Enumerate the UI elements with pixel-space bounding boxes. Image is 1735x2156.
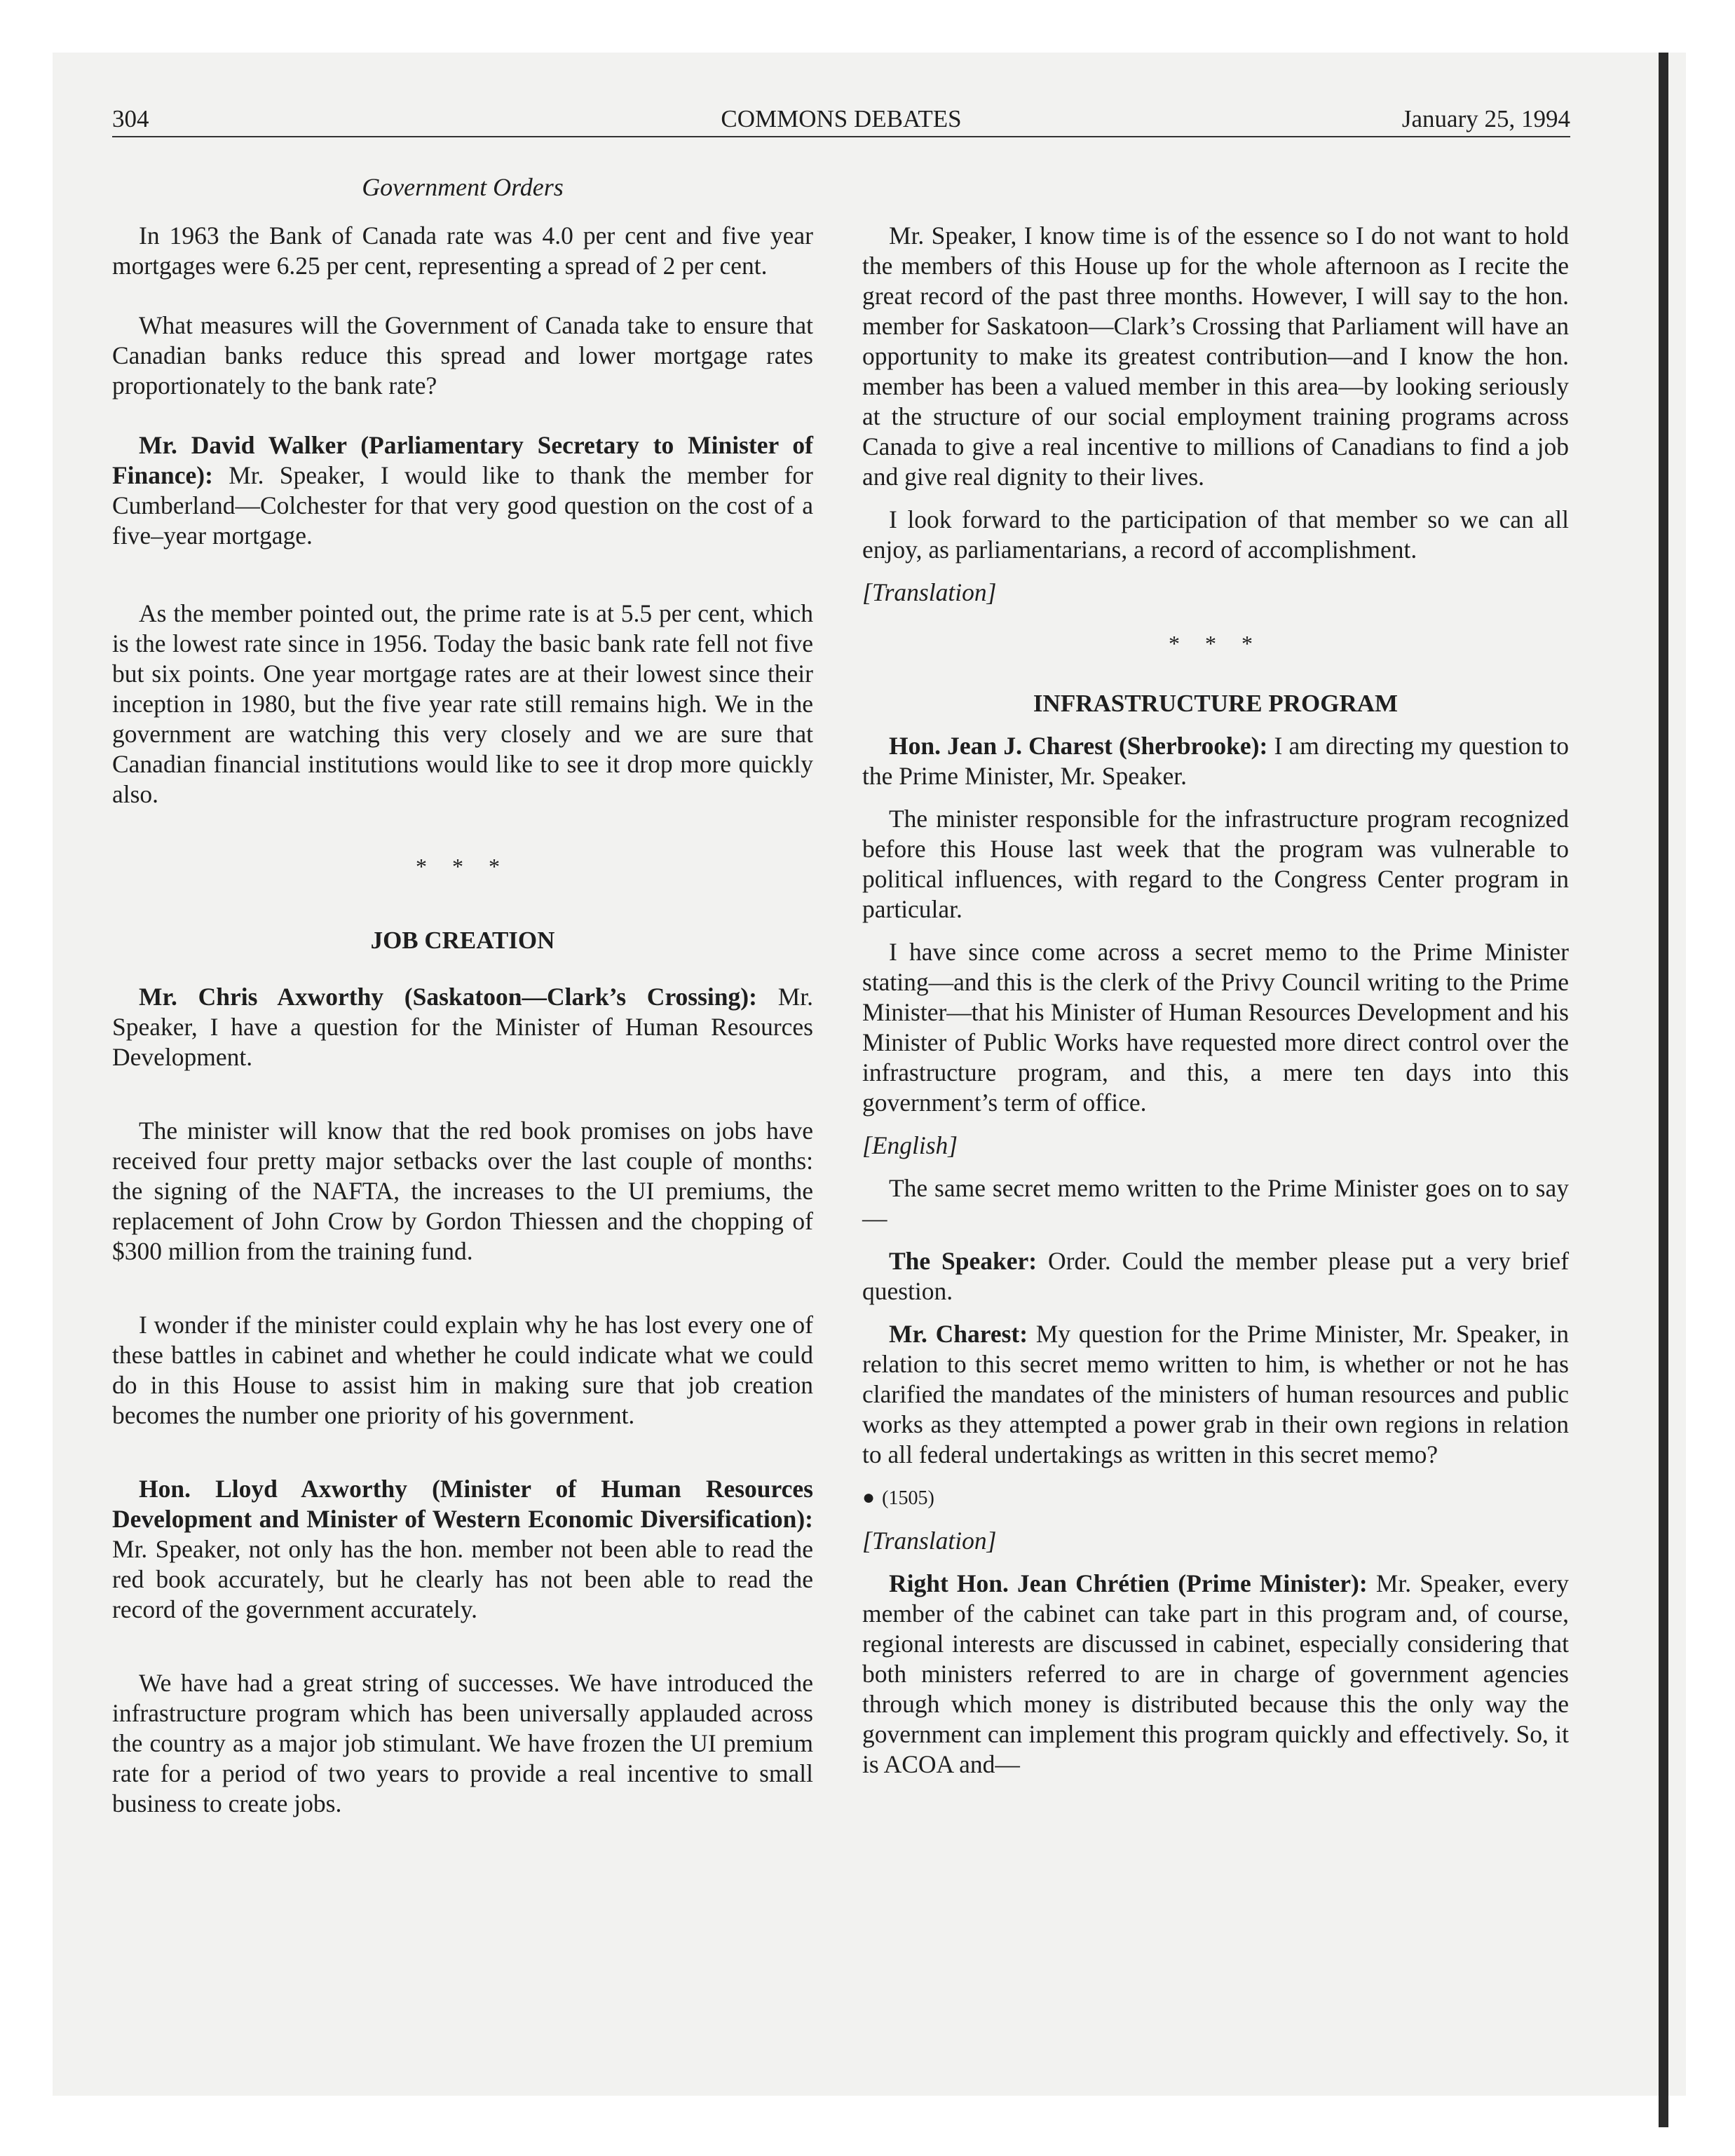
paragraph: What measures will the Government of Canada take to ensure that Canadian banks reduce this spread and lower mortgage rates proportionately to the bank rate?: [112, 311, 813, 400]
speaker-name: Mr. David Walker (Parliamentary Secretary to Minister of Finance):: [112, 431, 813, 489]
paragraph: I have since come across a secret memo to the Prime Minister stating—and this is the clerk of the Privy Council writing to the Prime Minister—that his Minister of Human Resources Development and his Minister of Public Works have requested more direct control over the infrastructure program, and this, a mere ten days into this government’s term of office.: [862, 938, 1569, 1117]
paragraph: The minister responsible for the infrastructure program recognized before this House last week that the program was vulnerable to political influences, with regard to the Congress Center program in particular.: [862, 805, 1569, 923]
speaker-name: Mr. Charest:: [889, 1320, 1028, 1348]
speech-text: Mr. Speaker, I would like to thank the member for Cumberland—Colchester for that very good question on the cost of a five–year mortgage.: [112, 461, 814, 550]
speech-text: Order. Could the member please put a very brief question.: [862, 1247, 1570, 1305]
running-header: [112, 102, 1570, 137]
speech-paragraph: [862, 1246, 1569, 1306]
section-separator: * * *: [416, 854, 510, 879]
speech-paragraph: [862, 731, 1569, 791]
speaker-name: Right Hon. Jean Chrétien (Prime Minister):: [889, 1569, 1368, 1597]
bullet-icon: ●: [862, 1486, 876, 1509]
paragraph: In 1963 the Bank of Canada rate was 4.0 per cent and five year mortgages were 6.25 per cent, representing a spread of 2 per cent.: [112, 221, 813, 280]
speaker-name: Mr. Chris Axworthy (Saskatoon—Clark’s Crossing):: [139, 983, 757, 1011]
speech-paragraph: [112, 982, 813, 1072]
speech-text: My question for the Prime Minister, Mr. Speaker, in relation to this secret memo written to him, is whether or not he has clarified the mandates of the ministers of human resources and public works as they attempted a power grab in their own regions in relation to all federal undertakings as written in this secret memo?: [862, 1320, 1569, 1468]
speaker-name: Hon. Jean J. Charest (Sherbrooke):: [889, 732, 1268, 760]
language-note: [English]: [862, 1131, 958, 1159]
paragraph: The minister will know that the red book promises on jobs have received four pretty major setbacks over the last couple of months: the signing of the NAFTA, the increases to the UI premiums, the replacement of John Crow by Gordon Thiessen and the chopping of $300 million from the training fund.: [112, 1117, 813, 1265]
left-column: [112, 221, 813, 1819]
speech-paragraph: [112, 430, 813, 551]
scan-edge-bar: [1659, 53, 1668, 2127]
speech-text: Mr. Speaker, every member of the cabinet can take part in this program and, of course, regional interests are discussed in cabinet, especially considering that both ministers referred to are in charge of government agencies through which money is distributed because this the only way the government can implement this program quickly and effectively. So, it is ACOA and—: [862, 1569, 1569, 1778]
paragraph: As the member pointed out, the prime rate is at 5.5 per cent, which is the lowest rate since in 1956. Today the basic bank rate fell not five but six points. One year mortgage rates are at their lowest since their inception in 1980, but the five year rate still remains high. We in the government are watching this very closely and we are sure that Canadian financial institutions would like to see it drop more quickly also.: [112, 599, 813, 808]
paragraph: I wonder if the minister could explain why he has lost every one of these battles in cabinet and whether he could indicate what we could do in this House to assist him in making sure that job creation becomes the number one priority of his government.: [112, 1311, 813, 1429]
issue-date: January 25, 1994: [1401, 105, 1570, 132]
time-marker-text: (1505): [882, 1487, 934, 1509]
speech-paragraph: [862, 1319, 1569, 1470]
speaker-name: The Speaker:: [889, 1247, 1037, 1275]
paragraph: Mr. Speaker, I know time is of the essence so I do not want to hold the members of this House up for the whole afternoon as I recite the great record of the past three months. However, I will say to the hon. member for Saskatoon—Clark’s Crossing that Parliament will have an opportunity to make its greatest contribution—and I know the hon. member has been a valued member in this area—by looking seriously at the structure of our social employment training programs across Canada to give a real incentive to millions of Canadians to find a job and give real dignity to their lives.: [862, 221, 1569, 491]
speech-text: I am directing my question to the Prime Minister, Mr. Speaker.: [862, 732, 1570, 790]
time-marker: [862, 1482, 1569, 1513]
publication-title: COMMONS DEBATES: [721, 105, 962, 132]
speech-paragraph: [862, 1569, 1569, 1780]
paragraph: I look forward to the participation of that member so we can all enjoy, as parliamentarians, a record of accomplishment.: [862, 505, 1569, 564]
paragraph: The same secret memo written to the Prime Minister goes on to say—: [862, 1174, 1569, 1232]
section-label: Government Orders: [362, 173, 564, 201]
translation-note: [Translation]: [862, 1527, 997, 1555]
section-separator: * * *: [1169, 631, 1263, 656]
translation-note: [Translation]: [862, 578, 997, 606]
speaker-name: Hon. Lloyd Axworthy (Minister of Human Resources Development and Minister of Western Economic Diversification):: [112, 1475, 813, 1533]
speech-text: Mr. Speaker, I have a question for the Minister of Human Resources Development.: [112, 983, 813, 1071]
paragraph: We have had a great string of successes. We have introduced the infrastructure program which has been universally applauded across the country as a major job stimulant. We have frozen the UI premium rate for a period of two years to provide a real incentive to small business to create jobs.: [112, 1669, 813, 1817]
speech-text: Mr. Speaker, not only has the hon. member not been able to read the red book accurately, but he clearly has not been able to read the record of the government accurately.: [112, 1535, 813, 1623]
page-number: 304: [112, 105, 149, 132]
speech-paragraph: [112, 1474, 813, 1625]
right-column: [862, 221, 1569, 1780]
section-heading: INFRASTRUCTURE PROGRAM: [1033, 690, 1399, 717]
section-heading: JOB CREATION: [370, 927, 555, 954]
